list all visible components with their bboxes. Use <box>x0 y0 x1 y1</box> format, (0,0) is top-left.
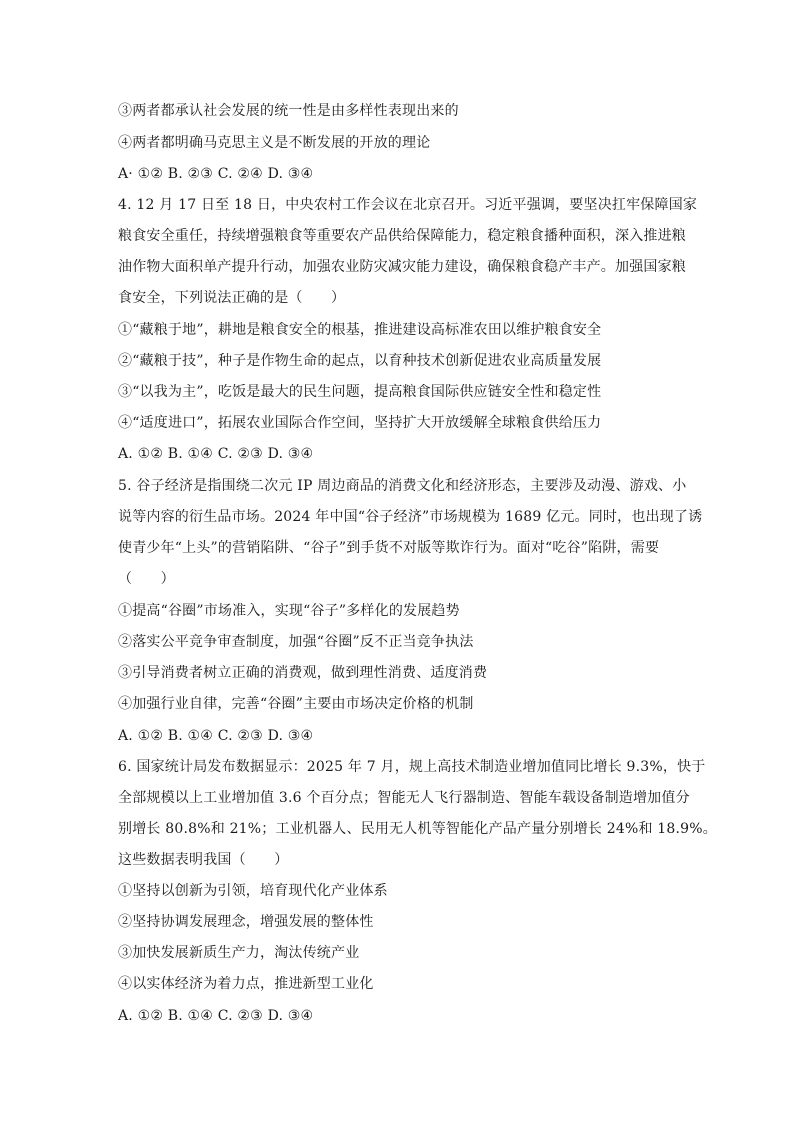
q6-answer-choices: A. ①② B. ①④ C. ②③ D. ③④ <box>118 1008 314 1024</box>
q6-stem-line: 别增长 80.8%和 21%；工业机器人、民用无人机等智能化产品产量分别增长 24%和 18.9%。 <box>118 821 717 837</box>
q6-option-1: ①坚持以创新为引领，培育现代化产业体系 <box>118 883 388 899</box>
q3-option-3: ③两者都承认社会发展的统一性是由多样性表现出来的 <box>118 103 459 119</box>
q6-option-4: ④以实体经济为着力点，推进新型工业化 <box>118 976 374 992</box>
q5-option-4: ④加强行业自律，完善“谷圈”主要由市场决定价格的机制 <box>118 696 474 712</box>
q5-stem-line: 说等内容的衍生品市场。2024 年中国“谷子经济”市场规模为 1689 亿元。同时，也出现了诱 <box>118 509 703 525</box>
q4-stem-line: 食安全，下列说法正确的是（ ） <box>118 290 346 306</box>
q6-stem-line: 全部规模以上工业增加值 3.6 个百分点；智能无人飞行器制造、智能车载设备制造增加值分 <box>118 790 690 806</box>
q5-option-1: ①提高“谷圈”市场准入，实现“谷子”多样化的发展趋势 <box>118 603 460 619</box>
q4-option-3: ③“以我为主”，吃饭是最大的民生问题，提高粮食国际供应链安全性和稳定性 <box>118 384 602 400</box>
q3-option-4: ④两者都明确马克思主义是不断发展的开放的理论 <box>118 135 431 151</box>
q4-stem-line: 油作物大面积单产提升行动，加强农业防灾减灾能力建设，确保粮食稳产丰产。加强国家粮 <box>118 259 686 275</box>
q4-option-1: ①“藏粮于地”，耕地是粮食安全的根基，推进建设高标准农田以维护粮食安全 <box>118 322 602 338</box>
q5-answer-choices: A. ①② B. ①④ C. ②③ D. ③④ <box>118 728 314 744</box>
q5-option-2: ②落实公平竞争审查制度，加强“谷圈”反不正当竞争执法 <box>118 634 474 650</box>
q4-stem-line: 4. 12 月 17 日至 18 日，中央农村工作会议在北京召开。习近平强调，要坚决扛牢保障国家 <box>118 197 698 213</box>
q5-stem-line: 使青少年“上头”的营销陷阱、“谷子”到手货不对版等欺诈行为。面对“吃谷”陷阱，需要 <box>118 540 660 556</box>
q5-stem-line: 5. 谷子经济是指围绕二次元 IP 周边商品的消费文化和经济形态，主要涉及动漫、游戏、小 <box>118 478 687 494</box>
q4-answer-choices: A. ①② B. ①④ C. ②③ D. ③④ <box>118 446 314 462</box>
q5-option-3: ③引导消费者树立正确的消费观，做到理性消费、适度消费 <box>118 665 488 681</box>
q4-option-2: ②“藏粮于技”，种子是作物生命的起点，以育种技术创新促进农业高质量发展 <box>118 353 602 369</box>
q4-option-4: ④“适度进口”，拓展农业国际合作空间，坚持扩大开放缓解全球粮食供给压力 <box>118 415 602 431</box>
q6-option-2: ②坚持协调发展理念，增强发展的整体性 <box>118 914 374 930</box>
q6-option-3: ③加快发展新质生产力，淘汰传统产业 <box>118 945 360 961</box>
q6-stem-line: 6. 国家统计局发布数据显示：2025 年 7 月，规上高技术制造业增加值同比增长 9.3%，快于 <box>118 759 706 775</box>
q6-stem-line: 这些数据表明我国（ ） <box>118 852 289 868</box>
q3-answer-choices: A· ①② B. ②③ C. ②④ D. ③④ <box>118 166 314 182</box>
q5-stem-line: （ ） <box>118 571 175 587</box>
q4-stem-line: 粮食安全重任，持续增强粮食等重要农产品供给保障能力，稳定粮食播种面积，深入推进粮 <box>118 228 686 244</box>
